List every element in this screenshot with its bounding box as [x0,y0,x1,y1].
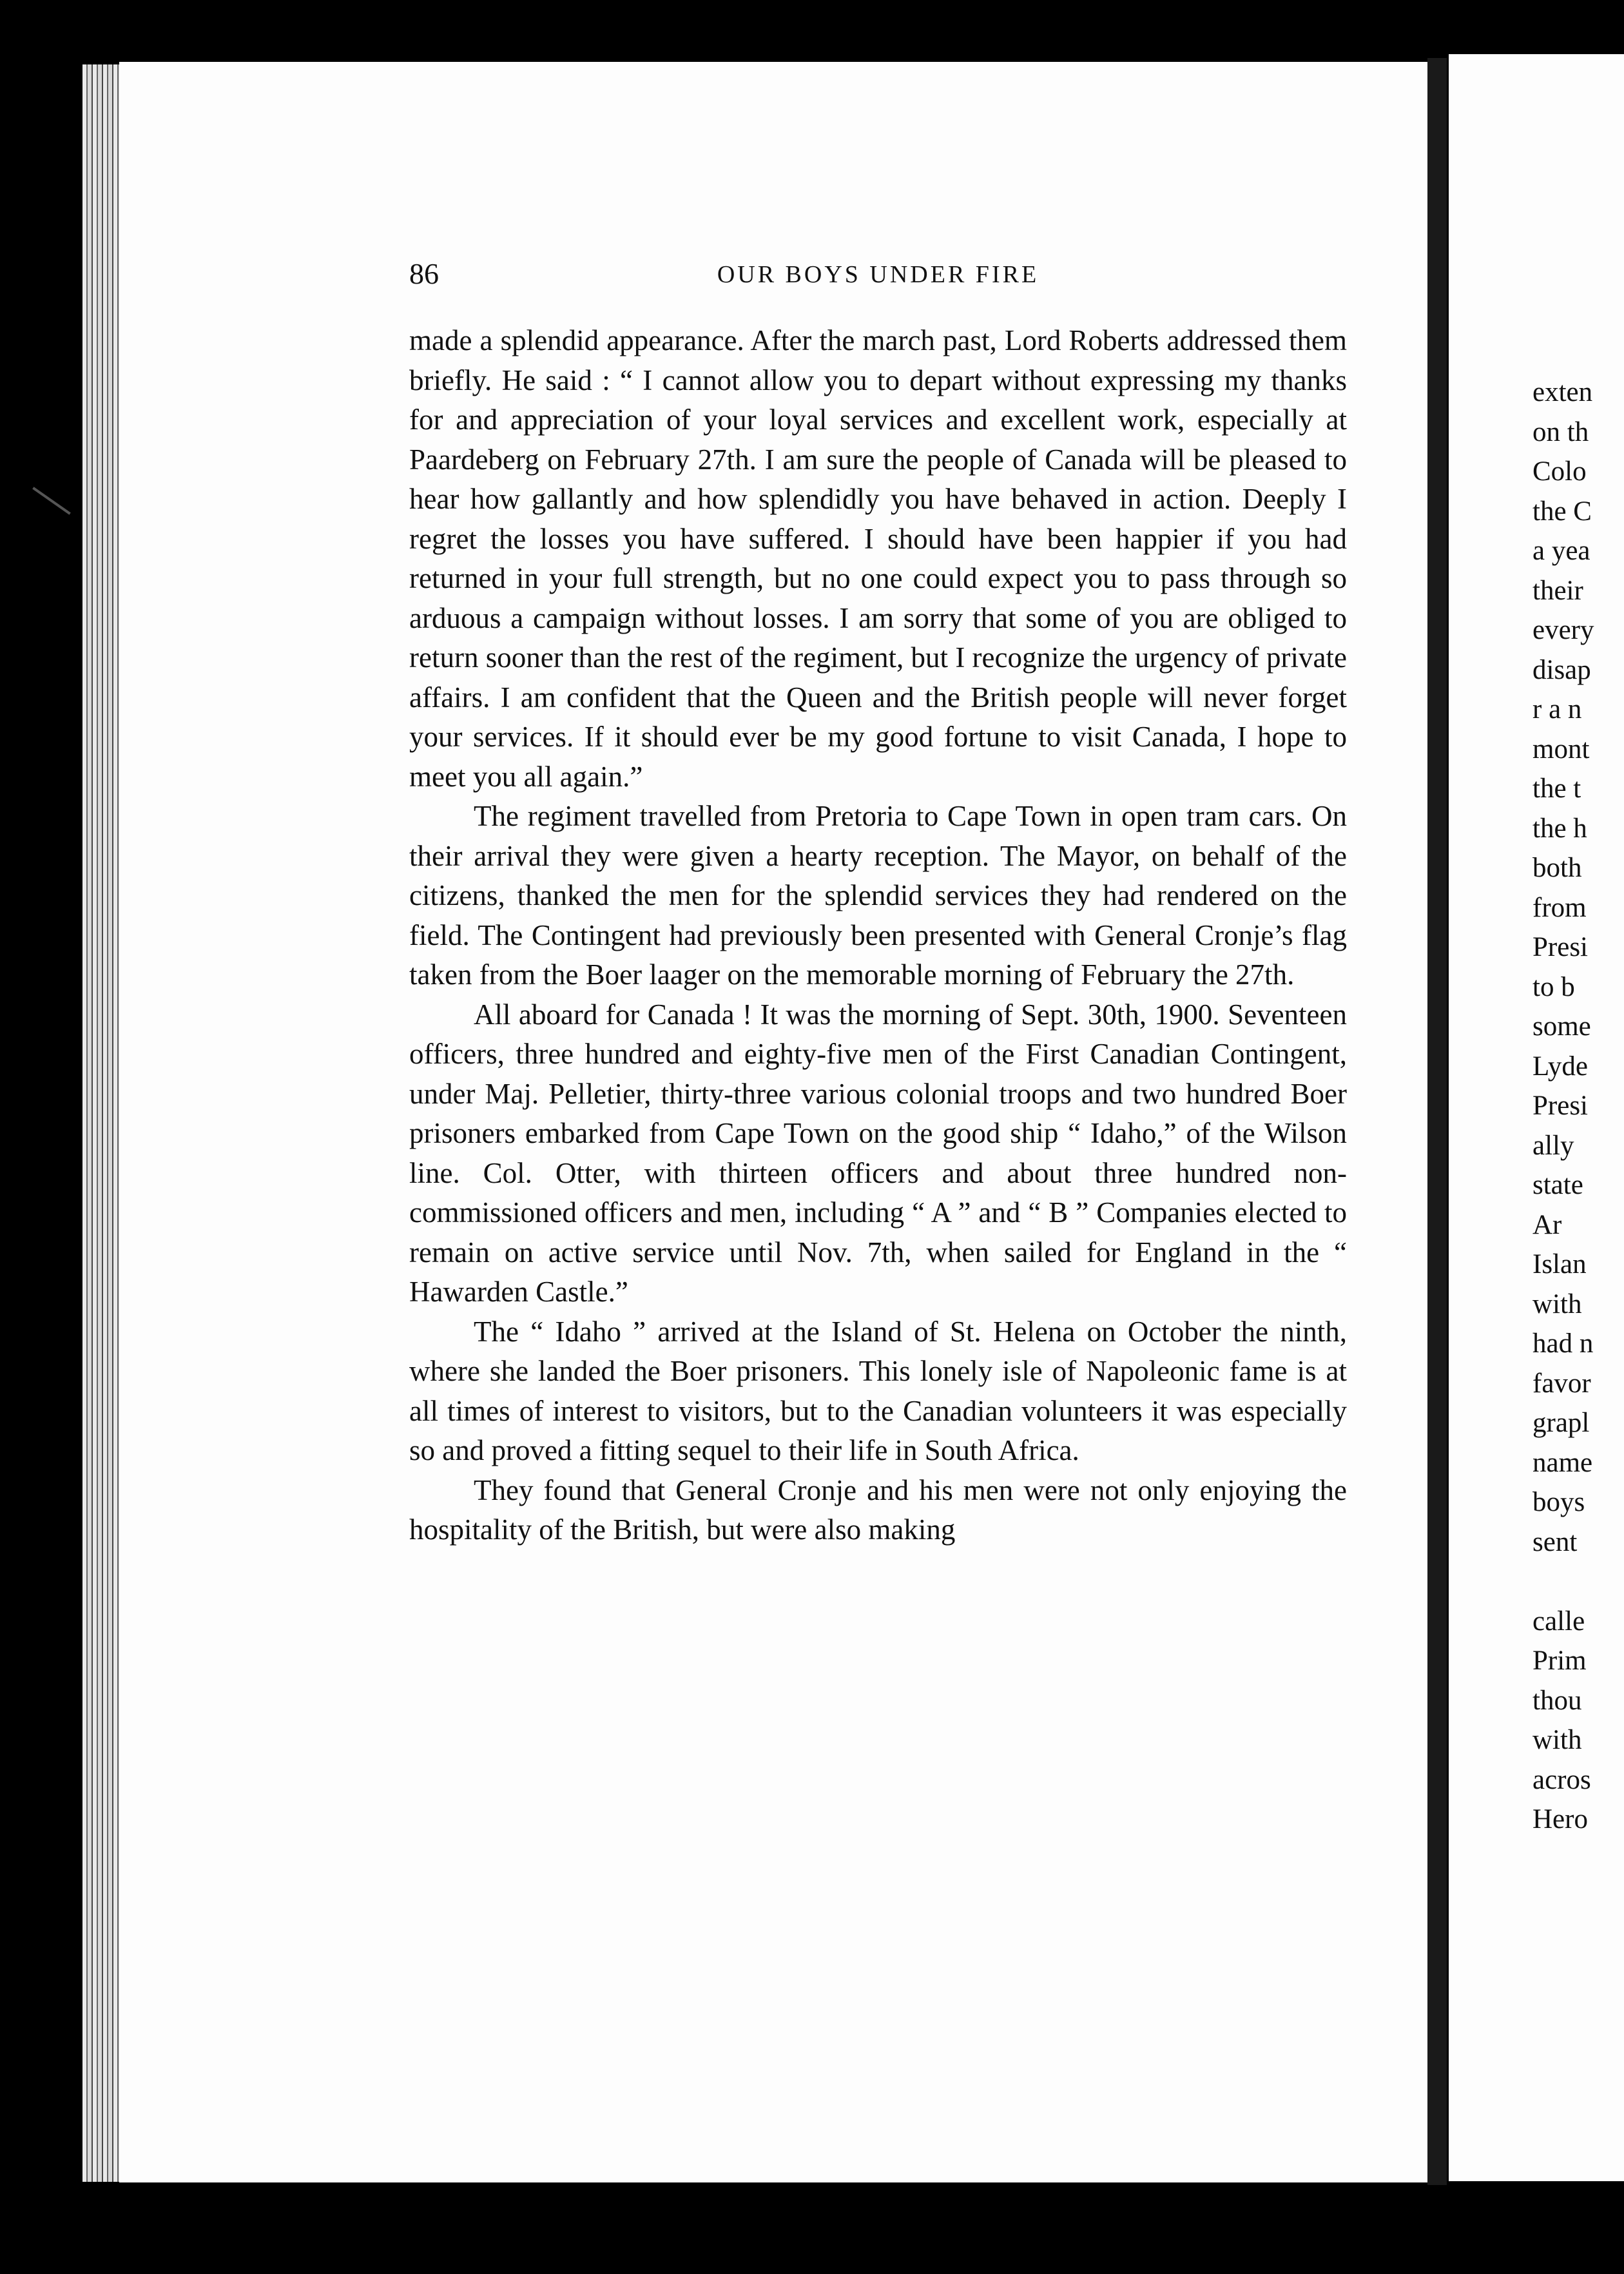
facing-page-line: had n [1532,1328,1594,1359]
paragraph-4: The “ Idaho ” arrived at the Island of St. Helena on October the ninth, where she landed the Boer prisoners. This lonely isle of Napoleonic fame is at all times of interest to visitors, but to the Canadian volunteers it was especially so and proved a fitting sequel to their life in South Africa. [409,1315,1347,1466]
page-header [409,257,1347,295]
running-head: OUR BOYS UNDER FIRE [717,261,1039,288]
facing-page-line: from [1532,892,1587,923]
facing-page-line: Colo [1532,456,1587,487]
facing-page-line: grapl [1532,1408,1590,1438]
facing-page-line: Presi [1532,1091,1588,1121]
facing-page-line: disap [1532,654,1591,685]
facing-page-line: the h [1532,813,1587,844]
facing-page-line: name [1532,1447,1593,1478]
facing-page-line: exten [1532,377,1593,407]
facing-page-line: calle [1532,1606,1585,1637]
page-number: 86 [409,257,439,290]
facing-page-line: the C [1532,496,1592,527]
facing-page-line: the t [1532,773,1581,804]
facing-page-line: to b [1532,971,1575,1002]
paragraph-2: The regiment travelled from Pretoria to Cape Town in open tram cars. On their arrival they were given a hearty reception. The Mayor, on behalf of the citizens, thanked the men for the splendid services they had rendered on the field. The Contingent had previously been presented with General Cronje’s flag taken from the Boer laager on the memorable morning of February the 27th. [409,800,1347,991]
scan-mark [32,487,71,514]
facing-page-line: Ar [1532,1209,1562,1240]
facing-page-line: favor [1532,1368,1591,1399]
paragraph-1: made a splendid appearance. After the march past, Lord Roberts addressed them briefly. He said : “ I cannot allow you to depart without expressing my thanks for and appreciation of your loyal services and excellent work, especially at Paardeberg on February 27th. I am sure the people of Canada will be pleased to hear how gallantly and how splendidly you have behaved in action. Deeply I regret the losses you have suffered. I should have been happier if you had returned in your full strength, but no one could expect you to pass through so arduous a campaign without losses. I am sorry that some of you are obliged to return sooner than the rest of the regiment, but I recognize the urgency of private affairs. I am confident that the Queen and the British people will never forget your services. If it should ever be my good fortune to visit Canada, I hope to meet you all again.” [409,324,1347,793]
facing-page-line: Islan [1532,1249,1587,1279]
facing-page-line: some [1532,1011,1591,1042]
facing-page-line: mont [1532,734,1590,764]
facing-page-line: boys [1532,1487,1585,1517]
facing-page-line: Presi [1532,932,1588,962]
paragraph-3: All aboard for Canada ! It was the morning of Sept. 30th, 1900. Seventeen officers, three hundred and eighty-five men of the First Canadian Contingent, under Maj. Pelletier, thirty-three various colonial troops and two hundred Boer prisoners embarked from Cape Town on the good ship “ Idaho,” of the Wilson line. Col. Otter, with thirteen officers and about three hundred non-commissioned officers and men, including “ A ” and “ B ” Companies elected to remain on active service until Nov. 7th, when sailed for England in the “ Hawarden Castle.” [409,998,1347,1308]
facing-page-line: ally [1532,1130,1574,1161]
gutter-shadow [1427,58,1447,2185]
facing-page-line: on th [1532,416,1589,447]
facing-page-line: with [1532,1288,1582,1319]
page-body [409,321,1347,1550]
facing-page-line: their [1532,575,1583,606]
facing-page [1449,54,1624,2181]
paragraph-5: They found that General Cronje and his men were not only enjoying the hospitality of the British, but were also making [409,1473,1347,1546]
facing-page-line: Prim [1532,1646,1587,1676]
facing-page-line: sent [1532,1526,1578,1557]
facing-page-line: Lyde [1532,1051,1588,1082]
facing-page-line: thou [1532,1685,1582,1716]
facing-page-line: a yea [1532,536,1590,566]
facing-page-line: acros [1532,1764,1591,1795]
facing-page-line: Hero [1532,1804,1588,1834]
facing-page-line: both [1532,853,1582,883]
facing-page-line: r a n [1532,694,1582,724]
facing-page-line: state [1532,1170,1583,1200]
facing-page-line: with [1532,1725,1582,1755]
facing-page-line: every [1532,615,1594,645]
